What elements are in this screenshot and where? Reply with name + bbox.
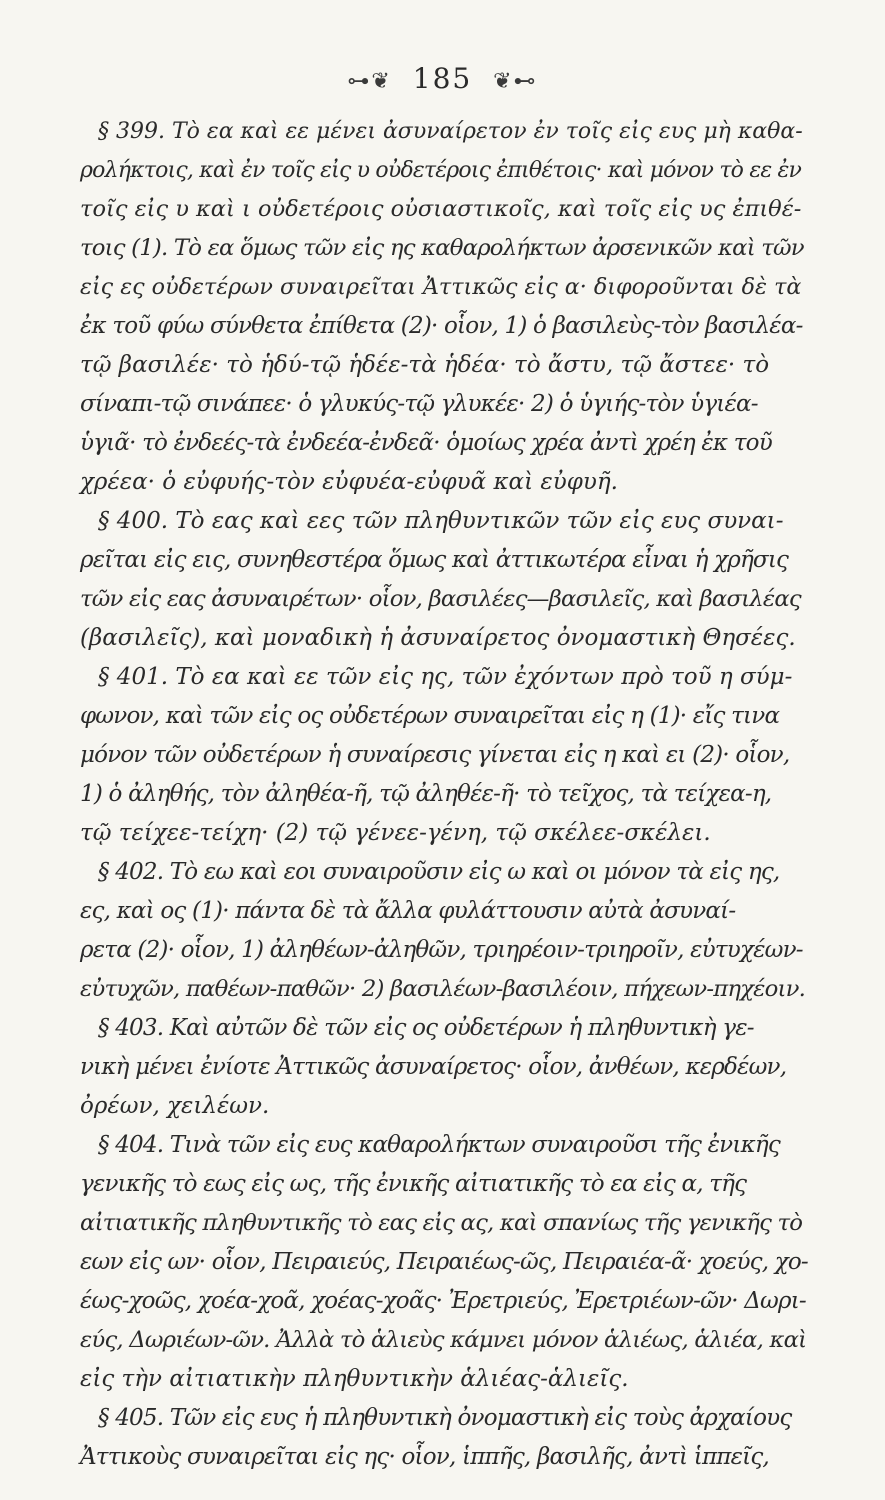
text-line: εὐτυχῶν, παθέων-παθῶν· 2) βασιλέων-βασιλέοιν, πήχεων-πηχέοιν. — [80, 976, 806, 1002]
page-number: 185 — [412, 62, 473, 95]
text-line: § 403. Καὶ αὐτῶν δὲ τῶν εἰς ος οὐδετέρων ἡ πληθυντικὴ γε- — [98, 1015, 754, 1041]
page-body — [80, 112, 808, 1477]
text-line: ἐκ τοῦ φύω σύνθετα ἐπίθετα (2)· οἷον, 1) ὁ βασιλεὺς-τὸν βασιλέα- — [80, 313, 803, 339]
text-line: μόνον τῶν οὐδετέρων ἡ συναίρεσις γίνεται εἰς η καὶ ει (2)· οἷον, — [80, 742, 790, 768]
text-line: σίναπι-τῷ σινάπεε· ὁ γλυκύς-τῷ γλυκέε· 2) ὁ ὑγιής-τὸν ὑγιέα- — [80, 391, 758, 417]
text-line: ρεῖται εἰς εις, συνηθεστέρα ὅμως καὶ ἀττικωτέρα εἶναι ἡ χρῆσις — [80, 547, 789, 573]
ornament-left-icon: ⊶❦ — [347, 69, 392, 94]
text-line: ες, καὶ ος (1)· πάντα δὲ τὰ ἄλλα φυλάττουσιν αὐτὰ ἀσυναί- — [80, 898, 736, 924]
text-line: ὑγιᾶ· τὸ ἐνδεές-τὰ ἐνδεέα-ἐνδεᾶ· ὁμοίως χρέα ἀντὶ χρέη ἐκ τοῦ — [80, 430, 772, 456]
text-line: Ἀττικοὺς συναιρεῖται εἰς ης· οἷον, ἱππῆς, βασιλῆς, ἀντὶ ἱππεῖς, — [80, 1444, 769, 1470]
text-line: εἰς τὴν αἰτιατικὴν πληθυντικὴν ἁλιέας-ἁλιεῖς. — [80, 1366, 629, 1392]
text-line: γενικῆς τὸ εως εἰς ως, τῆς ἐνικῆς αἰτιατικῆς τὸ εα εἰς α, τῆς — [80, 1171, 747, 1197]
text-line: τῷ βασιλέε· τὸ ἡδύ-τῷ ἡδέε-τὰ ἡδέα· τὸ ἄστυ, τῷ ἄστεε· τὸ — [80, 352, 770, 378]
text-line: ρολήκτοις, καὶ ἐν τοῖς εἰς υ οὐδετέροις ἐπιθέτοις· καὶ μόνον τὸ εε ἐν — [80, 158, 802, 183]
text-line: § 400. Τὸ εας καὶ εες τῶν πληθυντικῶν τῶν εἰς ευς συναι- — [98, 508, 784, 534]
text-line: ὀρέων, χειλέων. — [80, 1093, 270, 1119]
text-line: (βασιλεῖς), καὶ μοναδικὴ ἡ ἀσυναίρετος ὀνομαστικὴ Θησέες. — [80, 625, 796, 651]
text-line: νικὴ μένει ἐνίοτε Ἀττικῶς ἀσυναίρετος· οἷον, ἀνθέων, κερδέων, — [80, 1054, 787, 1080]
text-line: τοις (1). Τὸ εα ὅμως τῶν εἰς ης καθαρολήκτων ἀρσενικῶν καὶ τῶν — [80, 235, 804, 261]
text-line: § 404. Τινὰ τῶν εἰς ευς καθαρολήκτων συναιροῦσι τῆς ἐνικῆς — [98, 1132, 780, 1158]
text-line: § 401. Τὸ εα καὶ εε τῶν εἰς ης, τῶν ἐχόντων πρὸ τοῦ η σύμ- — [98, 664, 793, 690]
text-line: § 402. Τὸ εω καὶ εοι συναιροῦσιν εἰς ω καὶ οι μόνον τὰ εἰς ης, — [98, 859, 780, 885]
text-line: τοῖς εἰς υ καὶ ι οὐδετέροις οὐσιαστικοῖς, καὶ τοῖς εἰς υς ἐπιθέ- — [80, 196, 802, 222]
text-line: αἰτιατικῆς πληθυντικῆς τὸ εας εἰς ας, καὶ σπανίως τῆς γενικῆς τὸ — [80, 1210, 803, 1236]
text-line: χρέεα· ὁ εὐφυής-τὸν εὐφυέα-εὐφυᾶ καὶ εὐφυῆ. — [80, 469, 618, 495]
ornament-right-icon: ❦⊷ — [493, 69, 538, 94]
text-line: τῷ τείχεε-τείχη· (2) τῷ γένεε-γένη, τῷ σκέλεε-σκέλει. — [80, 820, 711, 846]
text-line: εύς, Δωριέων-ῶν. Ἀλλὰ τὸ ἁλιεὺς κάμνει μόνον ἁλιέως, ἁλιέα, καὶ — [80, 1327, 807, 1353]
text-line: έως-χοῶς, χοέα-χοᾶ, χοέας-χοᾶς· Ἐρετριεύς, Ἐρετριέων-ῶν· Δωρι- — [80, 1288, 806, 1314]
text-line: ρετα (2)· οἷον, 1) ἀληθέων-ἀληθῶν, τριηρέοιν-τριηροῖν, εὐτυχέων- — [80, 937, 803, 963]
text-line: φωνον, καὶ τῶν εἰς ος οὐδετέρων συναιρεῖται εἰς η (1)· εἴς τινα — [80, 703, 780, 729]
text-line: τῶν εἰς εας ἀσυναιρέτων· οἷον, βασιλέες—βασιλεῖς, καὶ βασιλέας — [80, 586, 801, 612]
text-line: § 399. Τὸ εα καὶ εε μένει ἀσυναίρετον ἐν τοῖς εἰς ευς μὴ καθα- — [98, 119, 803, 144]
text-line: εων εἰς ων· οἷον, Πειραιεύς, Πειραιέως-ῶς, Πειραιέα-ᾶ· χοεύς, χο- — [80, 1249, 808, 1275]
text-line: εἰς ες οὐδετέρων συναιρεῖται Ἀττικῶς εἰς α· διφοροῦνται δὲ τὰ — [80, 274, 802, 300]
page-header — [0, 62, 885, 95]
text-line: 1) ὁ ἀληθής, τὸν ἀληθέα-ῆ, τῷ ἀληθέε-ῆ· τὸ τεῖχος, τὰ τείχεα-η, — [80, 781, 772, 807]
text-line: § 405. Τῶν εἰς ευς ἡ πληθυντικὴ ὀνομαστικὴ εἰς τοὺς ἀρχαίους — [98, 1405, 792, 1431]
